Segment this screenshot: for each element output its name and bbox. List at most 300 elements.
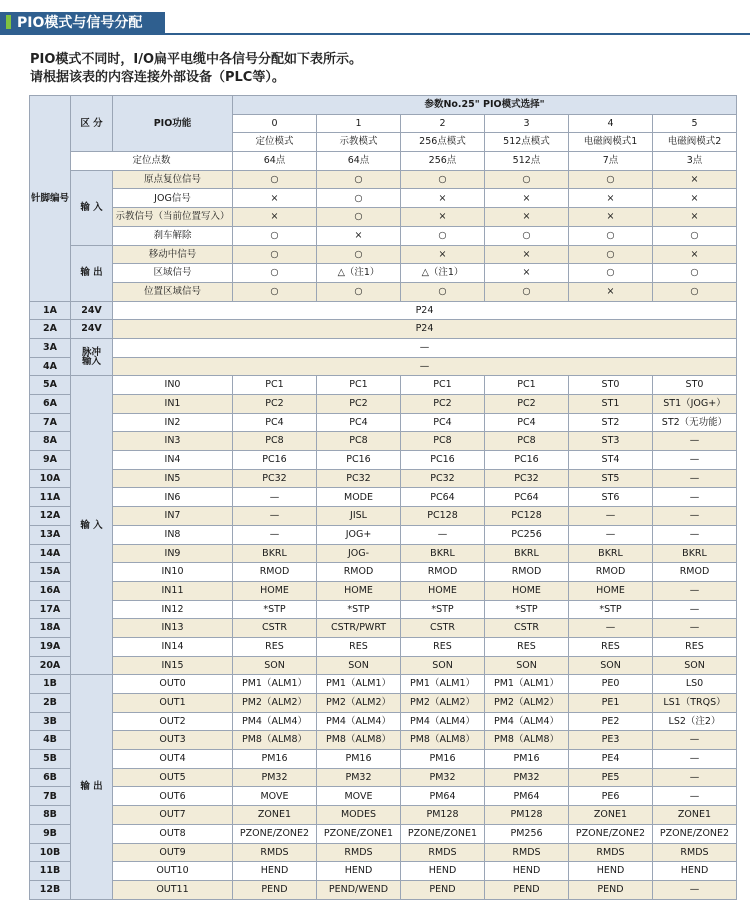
signal-name: OUT2 <box>113 712 233 731</box>
signal-value: CSTR/PWRT <box>317 619 401 638</box>
feature-value: × <box>653 170 737 189</box>
feature-value: 64点 <box>317 152 401 171</box>
signal-value: PC128 <box>485 507 569 526</box>
feature-value: × <box>485 189 569 208</box>
feature-label: 定位点数 <box>71 152 233 171</box>
signal-name: OUT6 <box>113 787 233 806</box>
power-value: P24 <box>113 301 737 320</box>
input-row <box>30 563 737 582</box>
pin-number: 3A <box>30 338 71 357</box>
signal-value: HOME <box>317 581 401 600</box>
signal-value: RMDS <box>569 843 653 862</box>
output-row <box>30 712 737 731</box>
power-row <box>30 357 737 376</box>
signal-value: PE2 <box>569 712 653 731</box>
signal-value: PM32 <box>233 768 317 787</box>
signal-value: PC32 <box>401 469 485 488</box>
signal-value: PM128 <box>485 806 569 825</box>
signal-value: ST6 <box>569 488 653 507</box>
signal-value: *STP <box>317 600 401 619</box>
signal-value: *STP <box>233 600 317 619</box>
input-row <box>30 488 737 507</box>
power-row <box>30 338 737 357</box>
signal-value: BKRL <box>233 544 317 563</box>
signal-value: LS1（TRQS） <box>653 694 737 713</box>
output-row <box>30 731 737 750</box>
input-row <box>30 544 737 563</box>
signal-value: CSTR <box>485 619 569 638</box>
feature-value: × <box>401 189 485 208</box>
signal-name: OUT7 <box>113 806 233 825</box>
signal-value: PE5 <box>569 768 653 787</box>
signal-value: — <box>653 469 737 488</box>
pin-number: 10B <box>30 843 71 862</box>
section-title <box>0 12 165 34</box>
signal-value: PC256 <box>485 525 569 544</box>
pin-number: 2A <box>30 320 71 339</box>
signal-value: PC16 <box>233 451 317 470</box>
signal-name: IN10 <box>113 563 233 582</box>
signal-value: PM2（ALM2） <box>401 694 485 713</box>
signal-value: HOME <box>569 581 653 600</box>
feature-row <box>30 245 737 264</box>
signal-value: PM4（ALM4） <box>233 712 317 731</box>
pin-number: 15A <box>30 563 71 582</box>
output-row <box>30 862 737 881</box>
pin-number: 7B <box>30 787 71 806</box>
signal-name: IN12 <box>113 600 233 619</box>
signal-name: IN8 <box>113 525 233 544</box>
feature-value: ○ <box>317 189 401 208</box>
pin-number: 8A <box>30 432 71 451</box>
signal-value: PM16 <box>233 750 317 769</box>
pin-number: 20A <box>30 656 71 675</box>
feature-value: ○ <box>233 282 317 301</box>
signal-value: JOG- <box>317 544 401 563</box>
signal-value: HEND <box>401 862 485 881</box>
signal-value: PC64 <box>485 488 569 507</box>
signal-name: IN3 <box>113 432 233 451</box>
signal-value: PM1（ALM1） <box>485 675 569 694</box>
signal-name: IN1 <box>113 395 233 414</box>
output-row <box>30 768 737 787</box>
feature-value: ○ <box>653 282 737 301</box>
pin-number: 16A <box>30 581 71 600</box>
feature-value: ○ <box>653 226 737 245</box>
signal-value: BKRL <box>401 544 485 563</box>
feature-value: ○ <box>317 282 401 301</box>
intro-line-1: PIO模式不同时，I/O扁平电缆中各信号分配如下表所示。 <box>30 52 363 67</box>
pin-number: 5A <box>30 376 71 395</box>
output-row <box>30 750 737 769</box>
signal-name: IN9 <box>113 544 233 563</box>
signal-value: PC4 <box>485 413 569 432</box>
feature-value: × <box>485 208 569 227</box>
pin-number: 4A <box>30 357 71 376</box>
signal-value: PEND <box>485 880 569 899</box>
feature-row <box>30 264 737 283</box>
feature-value: ○ <box>485 282 569 301</box>
feature-value: ○ <box>653 264 737 283</box>
signal-value: HEND <box>485 862 569 881</box>
feature-row <box>30 189 737 208</box>
signal-name: OUT1 <box>113 694 233 713</box>
signal-value: PEND <box>569 880 653 899</box>
signal-value: — <box>401 525 485 544</box>
signal-value: ST1（JOG+） <box>653 395 737 414</box>
signal-value: PC8 <box>233 432 317 451</box>
signal-value: ST2（无功能） <box>653 413 737 432</box>
power-category: 24V <box>71 301 113 320</box>
signal-name: IN13 <box>113 619 233 638</box>
pin-number: 6A <box>30 395 71 414</box>
signal-value: RES <box>401 637 485 656</box>
signal-value: ST5 <box>569 469 653 488</box>
signal-value: RMDS <box>653 843 737 862</box>
feature-value: × <box>653 208 737 227</box>
signal-value: — <box>569 525 653 544</box>
signal-value: PC4 <box>401 413 485 432</box>
pin-number: 3B <box>30 712 71 731</box>
signal-value: PC128 <box>401 507 485 526</box>
signal-value: PM1（ALM1） <box>401 675 485 694</box>
pin-number: 1B <box>30 675 71 694</box>
signal-value: PM2（ALM2） <box>317 694 401 713</box>
signal-value: PE1 <box>569 694 653 713</box>
pin-number: 12B <box>30 880 71 899</box>
signal-value: LS2（注2） <box>653 712 737 731</box>
pio-signal-table <box>29 95 737 900</box>
input-row <box>30 395 737 414</box>
signal-value: — <box>653 507 737 526</box>
signal-value: PC32 <box>485 469 569 488</box>
signal-name: IN6 <box>113 488 233 507</box>
pin-number: 2B <box>30 694 71 713</box>
feature-value: ○ <box>317 208 401 227</box>
signal-value: PZONE/ZONE2 <box>233 824 317 843</box>
signal-value: PEND/WEND <box>317 880 401 899</box>
signal-value: — <box>233 525 317 544</box>
input-group-label: 输 入 <box>71 170 113 245</box>
signal-value: PM4（ALM4） <box>485 712 569 731</box>
feature-value: ○ <box>401 226 485 245</box>
signal-value: PC8 <box>401 432 485 451</box>
signal-value: HOME <box>401 581 485 600</box>
signal-value: BKRL <box>485 544 569 563</box>
signal-value: RES <box>653 637 737 656</box>
feature-value: 64点 <box>233 152 317 171</box>
input-row <box>30 469 737 488</box>
output-row <box>30 675 737 694</box>
feature-label: 移动中信号 <box>113 245 233 264</box>
signal-value: PC2 <box>485 395 569 414</box>
pin-number: 11A <box>30 488 71 507</box>
output-row <box>30 694 737 713</box>
signal-value: ZONE1 <box>653 806 737 825</box>
signal-value: PM4（ALM4） <box>401 712 485 731</box>
mode-name: 定位模式 <box>233 133 317 152</box>
signal-value: — <box>653 731 737 750</box>
input-row <box>30 432 737 451</box>
signal-value: PZONE/ZONE1 <box>317 824 401 843</box>
signal-value: — <box>653 581 737 600</box>
signal-name: IN4 <box>113 451 233 470</box>
signal-value: MODES <box>317 806 401 825</box>
signal-value: PM16 <box>401 750 485 769</box>
output-row <box>30 787 737 806</box>
function-header: PIO功能 <box>113 96 233 152</box>
section-title-text: PIO模式与信号分配 <box>17 15 143 31</box>
signal-value: ZONE1 <box>233 806 317 825</box>
signal-value: PZONE/ZONE2 <box>569 824 653 843</box>
signal-name: IN14 <box>113 637 233 656</box>
feature-value: × <box>569 282 653 301</box>
signal-value: JOG+ <box>317 525 401 544</box>
mode-number: 1 <box>317 114 401 133</box>
pin-number: 1A <box>30 301 71 320</box>
signal-value: PC16 <box>317 451 401 470</box>
signal-value: PC64 <box>401 488 485 507</box>
signal-value: PC16 <box>401 451 485 470</box>
signal-value: RMOD <box>485 563 569 582</box>
feature-value: 3点 <box>653 152 737 171</box>
power-value: — <box>113 338 737 357</box>
power-category: 24V <box>71 320 113 339</box>
feature-value: △（注1） <box>317 264 401 283</box>
input-row <box>30 600 737 619</box>
signal-value: PC4 <box>233 413 317 432</box>
signal-value: PM8（ALM8） <box>485 731 569 750</box>
input-row <box>30 619 737 638</box>
input-row <box>30 413 737 432</box>
mode-name: 示教模式 <box>317 133 401 152</box>
signal-value: RMDS <box>233 843 317 862</box>
signal-value: LS0 <box>653 675 737 694</box>
power-value: P24 <box>113 320 737 339</box>
feature-value: × <box>569 208 653 227</box>
signal-name: IN2 <box>113 413 233 432</box>
signal-value: PC1 <box>485 376 569 395</box>
signal-value: — <box>653 768 737 787</box>
feature-label: 位置区域信号 <box>113 282 233 301</box>
signal-value: *STP <box>401 600 485 619</box>
signal-value: ST4 <box>569 451 653 470</box>
signal-value: PC2 <box>233 395 317 414</box>
signal-value: PZONE/ZONE2 <box>653 824 737 843</box>
signal-value: RMOD <box>317 563 401 582</box>
signal-name: OUT8 <box>113 824 233 843</box>
signal-value: PM2（ALM2） <box>485 694 569 713</box>
input-row <box>30 637 737 656</box>
param-header: 参数No.25" PIO模式选择" <box>233 96 737 115</box>
feature-value: × <box>653 189 737 208</box>
feature-value: ○ <box>233 245 317 264</box>
signal-value: — <box>233 488 317 507</box>
feature-value: × <box>233 208 317 227</box>
signal-value: SON <box>317 656 401 675</box>
pin-number: 5B <box>30 750 71 769</box>
feature-value: ○ <box>233 264 317 283</box>
signal-value: RMDS <box>485 843 569 862</box>
signal-name: IN11 <box>113 581 233 600</box>
pin-number: 10A <box>30 469 71 488</box>
input-row <box>30 376 737 395</box>
feature-value: △（注1） <box>401 264 485 283</box>
signal-value: ST3 <box>569 432 653 451</box>
feature-value: ○ <box>401 170 485 189</box>
signal-value: HOME <box>485 581 569 600</box>
mode-number: 5 <box>653 114 737 133</box>
signal-value: HEND <box>233 862 317 881</box>
signal-value: PEND <box>401 880 485 899</box>
signal-value: PM8（ALM8） <box>317 731 401 750</box>
signal-name: OUT0 <box>113 675 233 694</box>
signal-value: ST1 <box>569 395 653 414</box>
signal-name: IN0 <box>113 376 233 395</box>
feature-value: 7点 <box>569 152 653 171</box>
input-section-label: 输 入 <box>71 376 113 675</box>
signal-value: BKRL <box>653 544 737 563</box>
signal-name: OUT9 <box>113 843 233 862</box>
feature-value: ○ <box>569 245 653 264</box>
pin-number: 13A <box>30 525 71 544</box>
signal-value: HOME <box>233 581 317 600</box>
pin-number: 4B <box>30 731 71 750</box>
pin-number: 17A <box>30 600 71 619</box>
mode-name: 电磁阀模式1 <box>569 133 653 152</box>
signal-value: PC16 <box>485 451 569 470</box>
power-row <box>30 320 737 339</box>
mode-name: 512点模式 <box>485 133 569 152</box>
signal-value: PM2（ALM2） <box>233 694 317 713</box>
pin-number: 18A <box>30 619 71 638</box>
feature-row <box>30 170 737 189</box>
signal-value: PC2 <box>401 395 485 414</box>
signal-value: RMDS <box>317 843 401 862</box>
pin-number: 12A <box>30 507 71 526</box>
feature-value: ○ <box>317 245 401 264</box>
pin-number: 19A <box>30 637 71 656</box>
signal-value: BKRL <box>569 544 653 563</box>
signal-value: — <box>653 880 737 899</box>
feature-value: × <box>485 264 569 283</box>
signal-name: OUT5 <box>113 768 233 787</box>
signal-value: — <box>653 787 737 806</box>
feature-row <box>30 226 737 245</box>
mode-name: 256点模式 <box>401 133 485 152</box>
signal-value: PM8（ALM8） <box>401 731 485 750</box>
output-row <box>30 880 737 899</box>
signal-value: PM1（ALM1） <box>233 675 317 694</box>
signal-value: SON <box>233 656 317 675</box>
feature-value: × <box>233 189 317 208</box>
signal-value: RMOD <box>653 563 737 582</box>
feature-value: × <box>401 245 485 264</box>
power-value: — <box>113 357 737 376</box>
signal-value: PM64 <box>485 787 569 806</box>
section-marker <box>6 15 11 29</box>
signal-value: RES <box>485 637 569 656</box>
signal-value: ST2 <box>569 413 653 432</box>
signal-value: RMOD <box>233 563 317 582</box>
signal-value: PE6 <box>569 787 653 806</box>
signal-value: HEND <box>653 862 737 881</box>
signal-value: PC8 <box>485 432 569 451</box>
mode-number: 3 <box>485 114 569 133</box>
signal-value: PE4 <box>569 750 653 769</box>
feature-value: × <box>485 245 569 264</box>
feature-value: ○ <box>485 226 569 245</box>
signal-value: RES <box>569 637 653 656</box>
signal-value: SON <box>569 656 653 675</box>
signal-value: PM128 <box>401 806 485 825</box>
signal-value: ZONE1 <box>569 806 653 825</box>
signal-value: — <box>653 525 737 544</box>
signal-name: IN7 <box>113 507 233 526</box>
signal-value: PM8（ALM8） <box>233 731 317 750</box>
feature-value: ○ <box>569 226 653 245</box>
feature-row <box>30 208 737 227</box>
signal-value: MOVE <box>317 787 401 806</box>
section-header <box>0 0 750 34</box>
signal-value: *STP <box>485 600 569 619</box>
pin-number: 14A <box>30 544 71 563</box>
signal-value: — <box>233 507 317 526</box>
feature-value: ○ <box>317 170 401 189</box>
signal-value: PC1 <box>317 376 401 395</box>
input-row <box>30 451 737 470</box>
signal-value: SON <box>485 656 569 675</box>
signal-name: IN5 <box>113 469 233 488</box>
feature-value: ○ <box>233 170 317 189</box>
signal-value: RMOD <box>569 563 653 582</box>
input-row <box>30 656 737 675</box>
pin-number: 7A <box>30 413 71 432</box>
signal-name: OUT3 <box>113 731 233 750</box>
mode-number: 0 <box>233 114 317 133</box>
signal-name: OUT11 <box>113 880 233 899</box>
signal-value: HEND <box>317 862 401 881</box>
signal-value: PC32 <box>317 469 401 488</box>
signal-value: — <box>653 600 737 619</box>
pin-number: 9A <box>30 451 71 470</box>
feature-value: × <box>317 226 401 245</box>
signal-value: PM16 <box>317 750 401 769</box>
signal-value: JISL <box>317 507 401 526</box>
signal-value: CSTR <box>401 619 485 638</box>
signal-value: PM4（ALM4） <box>317 712 401 731</box>
signal-value: MODE <box>317 488 401 507</box>
signal-value: PC2 <box>317 395 401 414</box>
feature-value: ○ <box>233 226 317 245</box>
feature-value: × <box>569 189 653 208</box>
signal-value: *STP <box>569 600 653 619</box>
signal-value: MOVE <box>233 787 317 806</box>
pin-number: 6B <box>30 768 71 787</box>
signal-value: — <box>653 451 737 470</box>
feature-value: × <box>401 208 485 227</box>
signal-value: RES <box>233 637 317 656</box>
signal-value: — <box>653 750 737 769</box>
signal-value: PM32 <box>317 768 401 787</box>
pin-number: 8B <box>30 806 71 825</box>
feature-value: ○ <box>401 282 485 301</box>
signal-value: — <box>569 619 653 638</box>
pin-number: 9B <box>30 824 71 843</box>
output-row <box>30 824 737 843</box>
feature-value: × <box>653 245 737 264</box>
feature-label: 示教信号（当前位置写入） <box>113 208 233 227</box>
